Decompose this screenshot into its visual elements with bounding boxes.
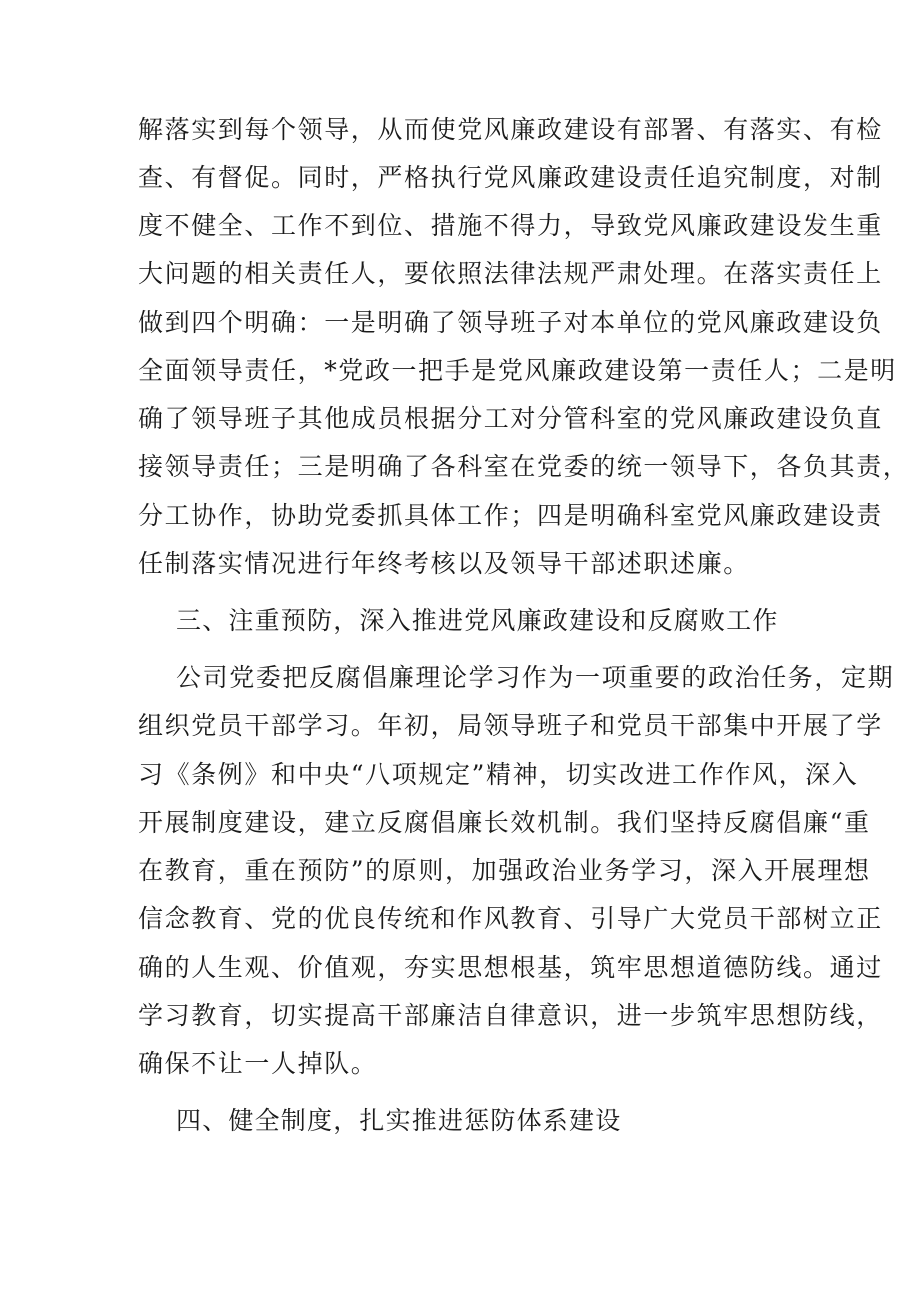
paragraph-1-line-8: 接领导责任；三是明确了各科室在党委的统一领导下，各负其责， <box>138 452 910 481</box>
paragraph-2-line-2: 组织党员干部学习。年初，局领导班子和党员干部集中开展了学 <box>138 711 883 740</box>
paragraph-1-line-2: 查、有督促。同时，严格执行党风廉政建设责任追究制度，对制 <box>138 163 883 192</box>
paragraph-1-line-6: 全面领导责任，*党政一把手是党风廉政建设第一责任人；二是明 <box>138 356 897 385</box>
section-heading-3: 三、注重预防，深入推进党风廉政建设和反腐败工作 <box>176 606 779 635</box>
paragraph-2-line-9: 确保不让一人掉队。 <box>138 1049 378 1078</box>
paragraph-1-line-9: 分工协作，协助党委抓具体工作；四是明确科室党风廉政建设责 <box>138 501 883 530</box>
paragraph-2-line-3: 习《条例》和中央“八项规定”精神，切实改进工作作风，深入 <box>138 760 859 789</box>
paragraph-1-line-4: 大问题的相关责任人，要依照法律法规严肃处理。在落实责任上 <box>138 259 883 288</box>
paragraph-2-line-4: 开展制度建设，建立反腐倡廉长效机制。我们坚持反腐倡廉“重 <box>138 808 871 837</box>
paragraph-2-line-1: 公司党委把反腐倡廉理论学习作为一项重要的政治任务，定期 <box>176 663 895 692</box>
paragraph-1-line-7: 确了领导班子其他成员根据分工对分管科室的党风廉政建设负直 <box>138 404 883 433</box>
paragraph-2-line-7: 确的人生观、价值观，夯实思想根基，筑牢思想道德防线。通过 <box>138 953 883 982</box>
paragraph-1-line-1: 解落实到每个领导，从而使党风廉政建设有部署、有落实、有检 <box>138 115 883 144</box>
paragraph-1-line-5: 做到四个明确：一是明确了领导班子对本单位的党风廉政建设负 <box>138 308 883 337</box>
section-heading-4: 四、健全制度，扎实推进惩防体系建设 <box>176 1106 622 1135</box>
paragraph-2-line-5: 在教育，重在预防”的原则，加强政治业务学习，深入开展理想 <box>138 856 871 885</box>
paragraph-2-line-6: 信念教育、党的优良传统和作风教育、引导广大党员干部树立正 <box>138 904 883 933</box>
paragraph-1-line-10: 任制落实情况进行年终考核以及领导干部述职述廉。 <box>138 549 750 578</box>
paragraph-1-line-3: 度不健全、工作不到位、措施不得力，导致党风廉政建设发生重 <box>138 211 883 240</box>
paragraph-2-line-8: 学习教育，切实提高干部廉洁自律意识，进一步筑牢思想防线， <box>138 1001 883 1030</box>
